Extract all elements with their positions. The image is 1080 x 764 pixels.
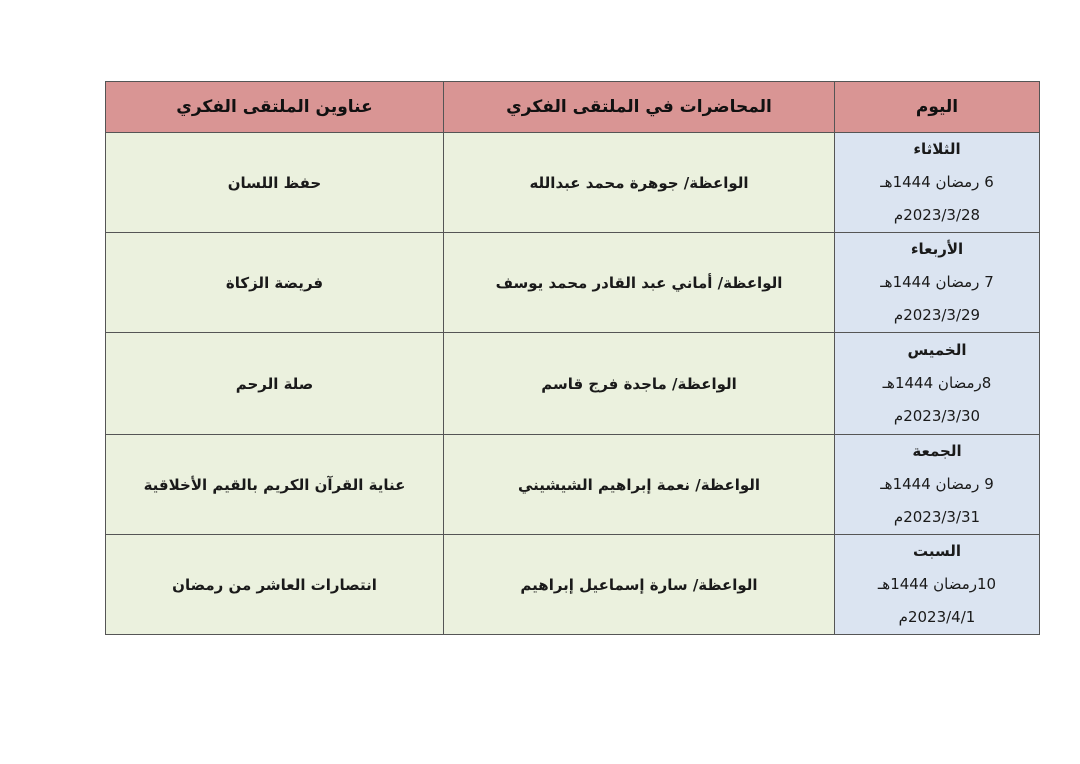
table-row xyxy=(106,233,1040,333)
day-cell xyxy=(835,535,1040,635)
day-name: الثلاثاء xyxy=(913,140,961,158)
speaker-cell: الواعظة/ سارة إسماعيل إبراهيم xyxy=(444,535,835,635)
title-cell: فريضة الزكاة xyxy=(106,233,444,333)
hijri-date: 6 رمضان 1444هـ xyxy=(880,173,994,191)
gregorian-date: 2023/3/28م xyxy=(893,206,981,224)
day-cell xyxy=(835,333,1040,435)
title-cell: حفظ اللسان xyxy=(106,133,444,233)
gregorian-date: 2023/3/30م xyxy=(893,407,981,425)
speaker-cell: الواعظة/ ماجدة فرج قاسم xyxy=(444,333,835,435)
table-row xyxy=(106,535,1040,635)
gregorian-date: 2023/3/29م xyxy=(893,306,981,324)
day-name: السبت xyxy=(912,542,962,560)
hijri-date: 7 رمضان 1444هـ xyxy=(880,273,994,291)
gregorian-date: 2023/4/1م xyxy=(898,608,976,626)
title-cell: صلة الرحم xyxy=(106,333,444,435)
day-name: الأربعاء xyxy=(910,240,964,258)
table-row xyxy=(106,333,1040,435)
day-cell xyxy=(835,133,1040,233)
hijri-date: 8رمضان 1444هـ xyxy=(882,374,992,392)
table-row xyxy=(106,133,1040,233)
speaker-cell: الواعظة/ جوهرة محمد عبدالله xyxy=(444,133,835,233)
header-lectures: المحاضرات في الملتقى الفكري xyxy=(444,82,835,133)
gregorian-date: 2023/3/31م xyxy=(893,508,981,526)
title-cell: عناية القرآن الكريم بالقيم الأخلاقية xyxy=(106,435,444,535)
speaker-cell: الواعظة/ أماني عبد القادر محمد يوسف xyxy=(444,233,835,333)
day-name: الجمعة xyxy=(912,442,962,460)
day-cell xyxy=(835,233,1040,333)
table-header-row xyxy=(106,82,1040,133)
day-cell xyxy=(835,435,1040,535)
hijri-date: 9 رمضان 1444هـ xyxy=(880,475,994,493)
header-titles: عناوين الملتقى الفكري xyxy=(106,82,444,133)
title-cell: انتصارات العاشر من رمضان xyxy=(106,535,444,635)
table-row xyxy=(106,435,1040,535)
speaker-cell: الواعظة/ نعمة إبراهيم الشيشيني xyxy=(444,435,835,535)
header-day: اليوم xyxy=(835,82,1040,133)
lecture-schedule-table xyxy=(105,81,1040,635)
day-name: الخميس xyxy=(907,341,967,359)
hijri-date: 10رمضان 1444هـ xyxy=(877,575,997,593)
